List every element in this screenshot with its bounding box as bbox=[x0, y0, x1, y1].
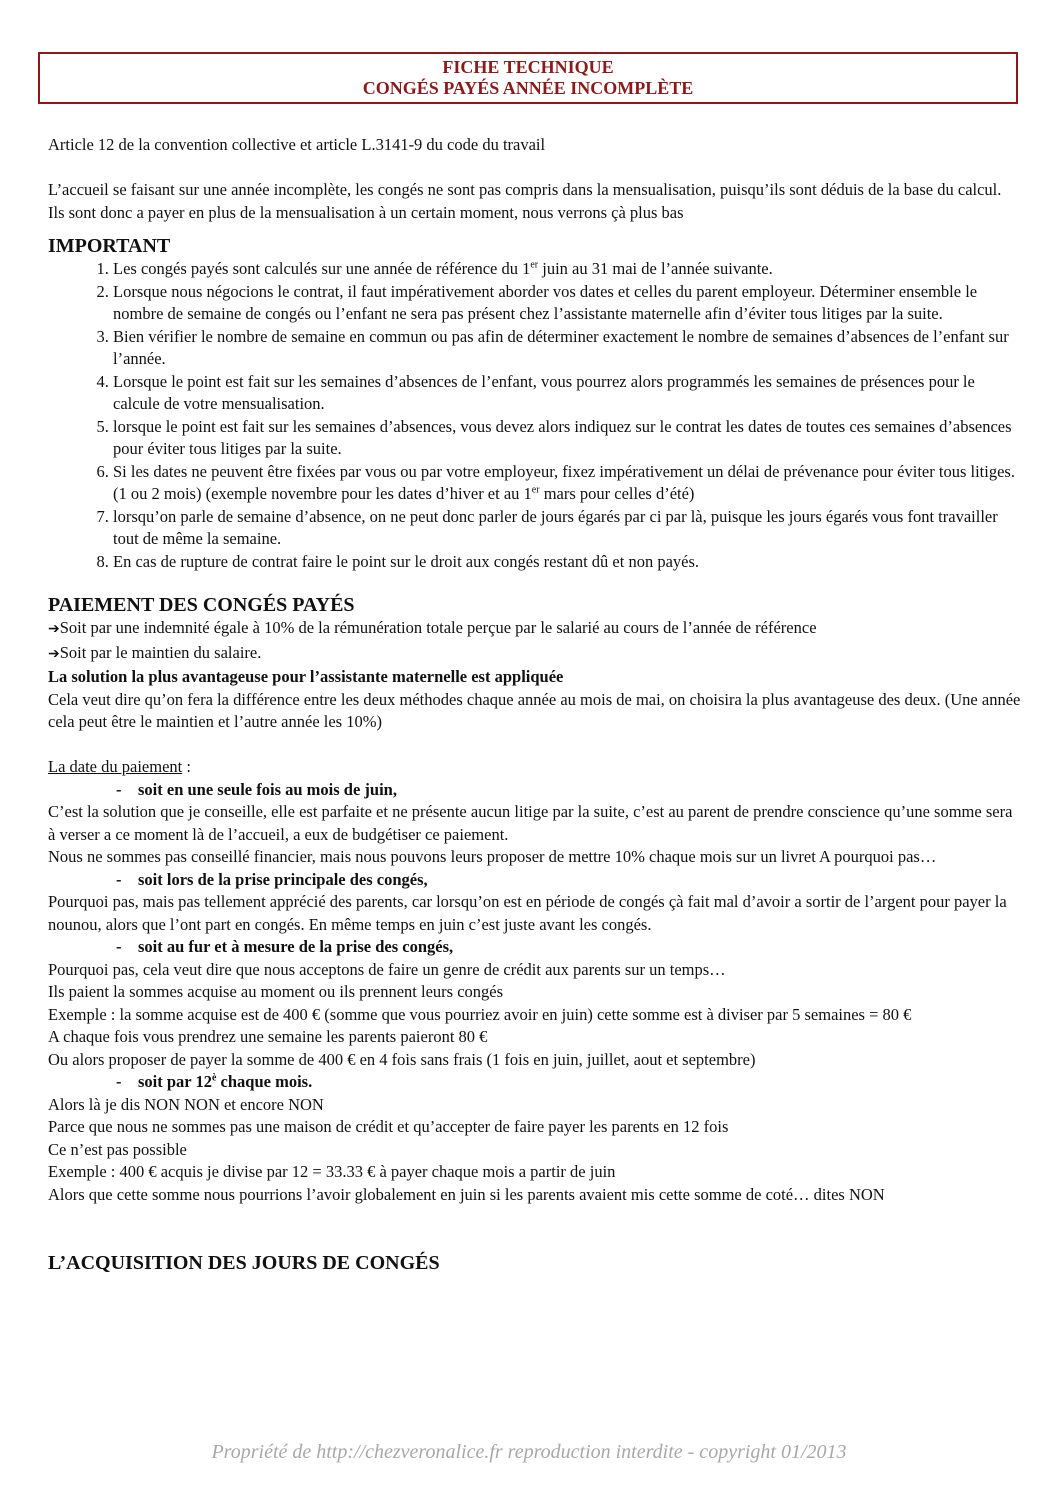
paiement-rule: La solution la plus avantageuse pour l’assistante maternelle est appliquée bbox=[48, 667, 564, 686]
legal-reference: Article 12 de la convention collective et article L.3141-9 du code du travail bbox=[48, 135, 546, 154]
option-prise-principale-text: Pourquoi pas, mais pas tellement apprécié des parents, car lorsqu’on est en période de congés çà fait mal d’avoir a sortir de l’argent pour payer la nounou, alors que l’ont part en congés. En même temps en juin c’est juste avant les congés. bbox=[48, 892, 1007, 934]
option-12-text-2: Parce que nous ne sommes pas une maison de crédit et qu’accepter de faire payer les parents en 12 fois bbox=[48, 1117, 729, 1136]
paiement-explanation: Cela veut dire qu’on fera la différence entre les deux méthodes chaque année au mois de mai, on choisira la plus avantageuse des deux. (Une année cela peut être le maintien et l’autre année les 10%) bbox=[48, 689, 1021, 731]
intro-paragraph-2: Ils sont donc a payer en plus de la mensualisation à un certain moment, nous verrons çà plus bas bbox=[48, 202, 684, 222]
arrow-right-icon: ➔ bbox=[48, 622, 60, 637]
option-fur-text-1: Pourquoi pas, cela veut dire que nous acceptons de faire un genre de crédit aux parents sur un temps… bbox=[48, 959, 726, 979]
option-fur-text-5: Ou alors proposer de payer la somme de 400 € en 4 fois sans frais (1 fois en juin, juillet, aout et septembre) bbox=[48, 1049, 756, 1069]
document-title: FICHE TECHNIQUE bbox=[442, 57, 614, 77]
list-item: 3. Bien vérifier le nombre de semaine en commun ou pas afin de déterminer exactement le nombre de semaines d’absences de l’enfant sur l’année. bbox=[113, 326, 1023, 371]
list-item: 2. Lorsque nous négocions le contrat, il faut impérativement aborder vos dates et celles du parent employeur. Déterminer ensemble le nombre de semaine de congés ou l’enfant ne sera pas présent chez l’assistante maternelle afin d’éviter tous litiges par la suite. bbox=[113, 281, 1023, 326]
option-juin: - soit en une seule fois au mois de juin, bbox=[116, 779, 397, 799]
intro-paragraph: L’accueil se faisant sur une année incomplète, les congés ne sont pas compris dans la mensualisation, puisqu’ils sont déduis de la base du calcul. bbox=[48, 180, 1002, 199]
list-item: 8. En cas de rupture de contrat faire le point sur le droit aux congés restant dû et non payés. bbox=[113, 551, 1023, 574]
paiement-heading: PAIEMENT DES CONGÉS PAYÉS bbox=[48, 594, 355, 616]
option-fur-text-3: Exemple : la somme acquise est de 400 € (somme que vous pourriez avoir en juin) cette somme est à diviser par 5 semaines = 80 € bbox=[48, 1004, 912, 1024]
option-12-text-5: Alors que cette somme nous pourrions l’avoir globalement en juin si les parents avaient mis cette somme de coté… dites NON bbox=[48, 1184, 885, 1204]
paiement-option-2: ➔Soit par le maintien du salaire. bbox=[48, 642, 262, 662]
option-12-mois: - soit par $12^è$ chaque mois. bbox=[116, 1072, 313, 1091]
option-12-text-1: Alors là je dis NON NON et encore NON bbox=[48, 1094, 324, 1114]
list-item: 5. lorsque le point est fait sur les semaines d’absences, vous devez alors indiquez sur le contrat les dates de toutes ces semaines d’absences pour éviter tous litiges par la suite. bbox=[113, 416, 1023, 461]
option-fur-et-mesure: - soit au fur et à mesure de la prise des congés, bbox=[116, 937, 454, 956]
option-12-text-3: Ce n’est pas possible bbox=[48, 1139, 187, 1159]
option-12-text-4: Exemple : 400 € acquis je divise par 12 = 33.33 € à payer chaque mois a partir de juin bbox=[48, 1162, 616, 1181]
paiement-option-1: ➔Soit par une indemnité égale à 10% de la rémunération totale perçue par le salarié au cours de l’année de référence bbox=[48, 618, 817, 637]
acquisition-heading: L’ACQUISITION DES JOURS DE CONGÉS bbox=[48, 1252, 440, 1274]
important-heading: IMPORTANT bbox=[48, 235, 171, 257]
list-item: 6. Si les dates ne peuvent être fixées par vous ou par votre employeur, fixez impérativement un délai de prévenance pour éviter tous litiges. (1 ou 2 mois) (exemple novembre pour les dates d’hiver et au 1er mars pour celles d’été) bbox=[113, 461, 1023, 506]
option-fur-text-4: A chaque fois vous prendrez une semaine les parents paieront 80 € bbox=[48, 1027, 488, 1046]
list-item: 7. lorsqu’on parle de semaine d’absence, on ne peut donc parler de jours égarés par ci par là, puisque les jours égarés vous font travailler tout de même la semaine. bbox=[113, 506, 1023, 551]
arrow-right-icon: ➔ bbox=[48, 646, 60, 662]
option-fur-text-2: Ils paient la sommes acquise au moment ou ils prennent leurs congés bbox=[48, 982, 504, 1001]
list-item: 4. Lorsque le point est fait sur les semaines d’absences de l’enfant, vous pourrez alors programmés les semaines de présences pour le calcule de votre mensualisation. bbox=[113, 371, 1023, 416]
option-prise-principale: - soit lors de la prise principale des congés, bbox=[116, 869, 428, 889]
important-list bbox=[48, 258, 1023, 573]
copyright-footer: Propriété de http://chezveronalice.fr reproduction interdite - copyright 01/2013 bbox=[211, 1441, 847, 1463]
document-body bbox=[48, 134, 1023, 1275]
list-item: 1. Les congés payés sont calculés sur une année de référence du 1er juin au 31 mai de l’année suivante. bbox=[113, 258, 1023, 281]
title-box bbox=[38, 52, 1018, 104]
option-juin-text: C’est la solution que je conseille, elle est parfaite et ne présente aucun litige par la suite, c’est au parent de prendre conscience qu’une somme sera à verser a ce moment là de l’accueil, a eux de budgétiser ce paiement. bbox=[48, 802, 1013, 844]
date-paiement-label: La date du paiement : bbox=[48, 757, 191, 776]
option-juin-text-2: Nous ne sommes pas conseillé financier, mais nous pouvons leurs proposer de mettre 10% chaque mois sur un livret A pourquoi pas… bbox=[48, 847, 937, 866]
document-subtitle: CONGÉS PAYÉS ANNÉE INCOMPLÈTE bbox=[362, 78, 694, 98]
